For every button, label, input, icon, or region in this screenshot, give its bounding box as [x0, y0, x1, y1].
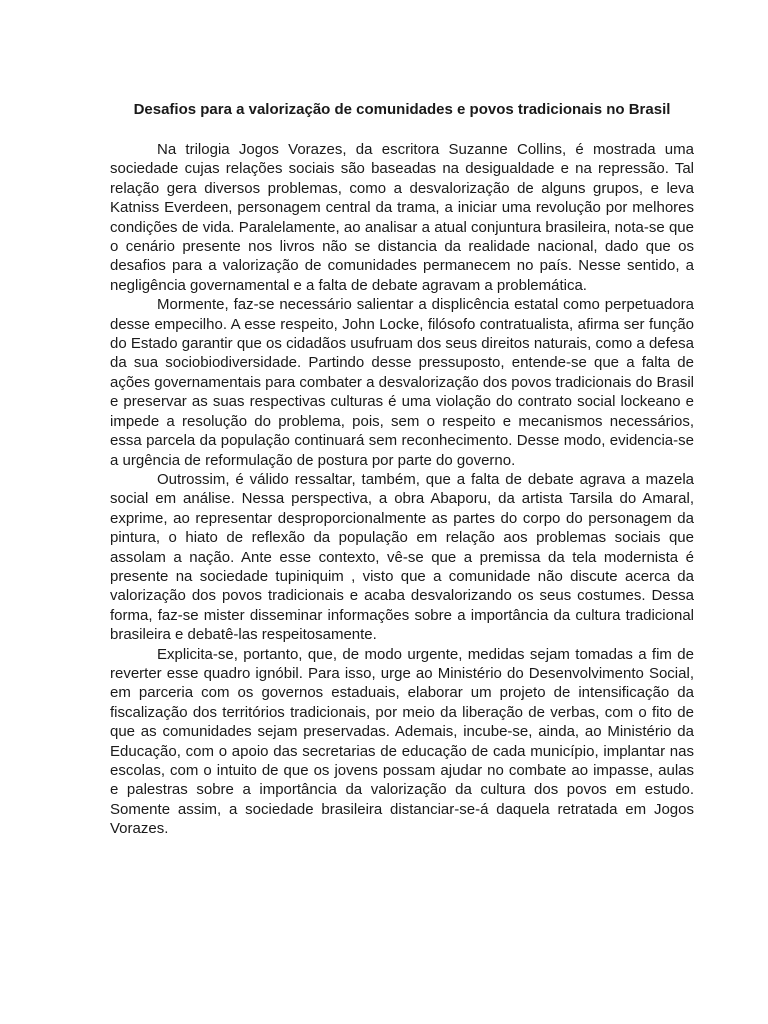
document-title: Desafios para a valorização de comunidades e povos tradicionais no Brasil — [133, 101, 671, 118]
paragraph-conclusion: Explicita-se, portanto, que, de modo urgente, medidas sejam tomadas a fim de reverter esse quadro ignóbil. Para isso, urge ao Ministério do Desenvolvimento Social, em parceria com os governos estaduais, elaborar um projeto de intensificação da fiscalização dos territórios tradicionais, por meio da liberação de verbas, com o fito de que as comunidades sejam preservadas. Ademais, incube-se, ainda, ao Ministério da Educação, com o apoio das secretarias de educação de cada município, implantar nas escolas, com o intuito de que os jovens possam ajudar no combate ao impasse, aulas e palestras sobre a importância da valorização da cultura dos povos em estudo. Somente assim, a sociedade brasileira distanciar-se-á daquela retratada em Jogos Vorazes. — [110, 645, 694, 838]
paragraph-introduction: Na trilogia Jogos Vorazes, da escritora Suzanne Collins, é mostrada uma sociedade cujas relações sociais são baseadas na desigualdade e na repressão. Tal relação gera diversos problemas, como a desvalorização de alguns grupos, e leva Katniss Everdeen, personagem central da trama, a iniciar uma revolução por melhores condições de vida. Paralelamente, ao analisar a atual conjuntura brasileira, nota-se que o cenário presente nos livros não se distancia da realidade nacional, dado que os desafios para a valorização de comunidades permanecem no país. Nesse sentido, a negligência governamental e a falta de debate agravam a problemática. — [110, 141, 694, 294]
paragraph-development-2: Outrossim, é válido ressaltar, também, que a falta de debate agrava a mazela social em análise. Nessa perspectiva, a obra Abaporu, da artista Tarsila do Amaral, exprime, ao representar desproporcionalmente as partes do corpo do personagem da pintura, o hiato de reflexão da população em relação aos problemas sociais que assolam a nação. Ante esse contexto, vê-se que a premissa da tela modernista é presente na sociedade tupiniquim , visto que a comunidade não discute acerca da valorização dos povos tradicionais e acaba desvalorizando os seus costumes. Dessa forma, faz-se mister disseminar informações sobre a importância da cultura tradicional brasileira e debatê-las respeitosamente. — [110, 470, 694, 644]
essay-body — [110, 140, 694, 839]
paragraph-development-1: Mormente, faz-se necessário salientar a displicência estatal como perpetuadora desse empecilho. A esse respeito, John Locke, filósofo contratualista, afirma ser função do Estado garantir que os cidadãos usufruam dos seus direitos naturais, como a defesa da sua sociobiodiversidade. Partindo desse pressuposto, entende-se que a falta de ações governamentais para combater a desvalorização dos povos tradicionais do Brasil e preservar as suas respectivas culturas é uma violação do contrato social lockeano e impede a resolução do problema, pois, sem o respeito e mecanismos necessários, essa parcela da população continuará sem reconhecimento. Desse modo, evidencia-se a urgência de reformulação de postura por parte do governo. — [110, 296, 694, 469]
